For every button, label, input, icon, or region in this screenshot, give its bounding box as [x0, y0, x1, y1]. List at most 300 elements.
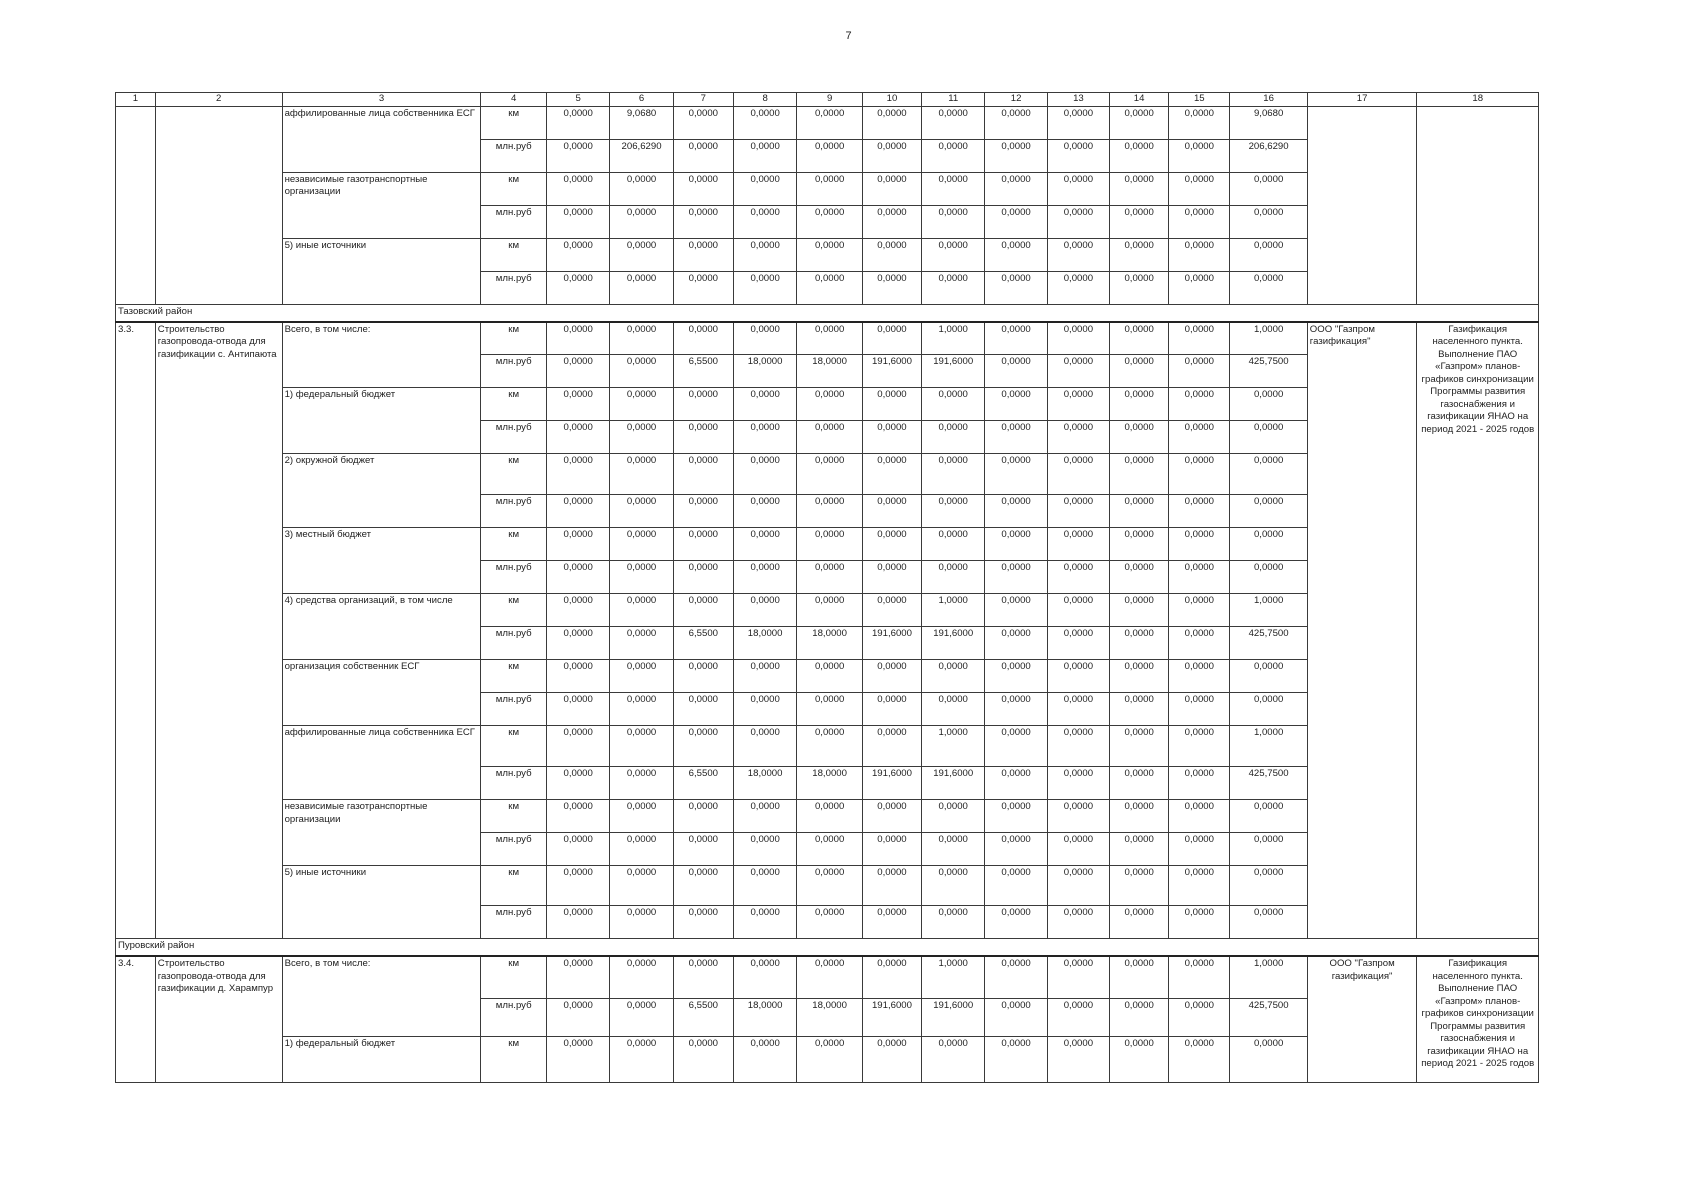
value-cell: 0,0000 — [922, 172, 985, 205]
project-number: 3.4. — [116, 956, 156, 1082]
value-cell: 18,0000 — [733, 355, 796, 388]
value-cell: 0,0000 — [985, 767, 1047, 800]
col-header: 3 — [282, 93, 481, 107]
value-cell: 0,0000 — [922, 528, 985, 561]
value-cell: 0,0000 — [1110, 528, 1169, 561]
value-cell: 0,0000 — [610, 906, 673, 939]
value-cell: 0,0000 — [1047, 800, 1109, 833]
value-cell: 0,0000 — [610, 726, 673, 767]
value-cell: 0,0000 — [1047, 956, 1109, 998]
value-cell: 0,0000 — [797, 833, 863, 866]
value-cell: 0,0000 — [1169, 627, 1230, 660]
value-cell: 0,0000 — [546, 693, 609, 726]
value-cell: 0,0000 — [862, 726, 921, 767]
value-cell: 0,0000 — [922, 693, 985, 726]
region-name: Тазовский район — [116, 304, 1539, 322]
value-cell: 0,0000 — [1047, 693, 1109, 726]
value-cell: 0,0000 — [733, 693, 796, 726]
project-name — [155, 106, 282, 304]
value-cell: 0,0000 — [985, 693, 1047, 726]
program-table — [115, 92, 1539, 1083]
value-cell: 0,0000 — [1047, 139, 1109, 172]
value-cell: 0,0000 — [922, 1036, 985, 1082]
value-cell: 0,0000 — [1047, 998, 1109, 1036]
value-cell: 0,0000 — [673, 561, 733, 594]
value-cell: 0,0000 — [797, 561, 863, 594]
value-cell: 0,0000 — [733, 388, 796, 421]
unit-cell: км — [481, 106, 547, 139]
value-cell: 0,0000 — [673, 833, 733, 866]
value-cell: 0,0000 — [673, 693, 733, 726]
executor — [1307, 106, 1417, 304]
value-cell: 0,0000 — [1047, 205, 1109, 238]
value-cell: 0,0000 — [985, 998, 1047, 1036]
unit-cell: млн.руб — [481, 627, 547, 660]
unit-cell: млн.руб — [481, 906, 547, 939]
value-cell: 18,0000 — [733, 767, 796, 800]
value-cell: 0,0000 — [673, 421, 733, 454]
value-cell: 18,0000 — [733, 998, 796, 1036]
value-cell: 0,0000 — [546, 1036, 609, 1082]
unit-cell: км — [481, 726, 547, 767]
value-cell: 0,0000 — [733, 956, 796, 998]
unit-cell: км — [481, 1036, 547, 1082]
value-cell: 0,0000 — [733, 454, 796, 495]
funding-source-label: аффилированные лица собственника ЕСГ — [282, 726, 481, 800]
note — [1417, 106, 1539, 304]
value-cell: 0,0000 — [1169, 388, 1230, 421]
value-cell: 0,0000 — [673, 726, 733, 767]
value-cell: 0,0000 — [733, 172, 796, 205]
funding-source-label: Всего, в том числе: — [282, 322, 481, 388]
value-cell: 0,0000 — [546, 767, 609, 800]
value-cell: 0,0000 — [1230, 421, 1307, 454]
value-cell: 6,5500 — [673, 627, 733, 660]
value-cell: 0,0000 — [610, 594, 673, 627]
value-cell: 0,0000 — [1169, 956, 1230, 998]
value-cell: 0,0000 — [1047, 454, 1109, 495]
value-cell: 0,0000 — [673, 322, 733, 355]
value-cell: 0,0000 — [733, 205, 796, 238]
value-cell: 0,0000 — [1110, 205, 1169, 238]
value-cell: 9,0680 — [610, 106, 673, 139]
value-cell: 0,0000 — [733, 495, 796, 528]
value-cell: 0,0000 — [546, 139, 609, 172]
funding-source-label: Всего, в том числе: — [282, 956, 481, 1036]
funding-source-label: 3) местный бюджет — [282, 528, 481, 594]
value-cell: 0,0000 — [922, 139, 985, 172]
value-cell: 0,0000 — [862, 388, 921, 421]
value-cell: 191,6000 — [862, 767, 921, 800]
col-header: 1 — [116, 93, 156, 107]
value-cell: 206,6290 — [610, 139, 673, 172]
value-cell: 0,0000 — [862, 271, 921, 304]
value-cell: 0,0000 — [797, 106, 863, 139]
value-cell: 0,0000 — [985, 172, 1047, 205]
value-cell: 0,0000 — [1169, 528, 1230, 561]
value-cell: 0,0000 — [985, 561, 1047, 594]
unit-cell: млн.руб — [481, 139, 547, 172]
value-cell: 0,0000 — [673, 139, 733, 172]
value-cell: 1,0000 — [1230, 594, 1307, 627]
value-cell: 0,0000 — [673, 594, 733, 627]
value-cell: 0,0000 — [610, 627, 673, 660]
value-cell: 0,0000 — [1047, 172, 1109, 205]
value-cell: 0,0000 — [985, 726, 1047, 767]
value-cell: 0,0000 — [673, 172, 733, 205]
value-cell: 0,0000 — [1047, 767, 1109, 800]
unit-cell: млн.руб — [481, 421, 547, 454]
value-cell: 0,0000 — [1047, 528, 1109, 561]
value-cell: 0,0000 — [1169, 139, 1230, 172]
value-cell: 0,0000 — [862, 172, 921, 205]
value-cell: 0,0000 — [985, 454, 1047, 495]
value-cell: 0,0000 — [797, 693, 863, 726]
value-cell: 0,0000 — [733, 866, 796, 906]
value-cell: 0,0000 — [733, 271, 796, 304]
value-cell: 0,0000 — [610, 271, 673, 304]
value-cell: 0,0000 — [985, 660, 1047, 693]
value-cell: 1,0000 — [922, 726, 985, 767]
col-header: 16 — [1230, 93, 1307, 107]
value-cell: 0,0000 — [1110, 561, 1169, 594]
unit-cell: км — [481, 956, 547, 998]
col-header: 10 — [862, 93, 921, 107]
value-cell: 0,0000 — [922, 271, 985, 304]
value-cell: 18,0000 — [733, 627, 796, 660]
value-cell: 1,0000 — [922, 956, 985, 998]
col-header: 17 — [1307, 93, 1417, 107]
value-cell: 0,0000 — [1110, 627, 1169, 660]
value-cell: 0,0000 — [733, 238, 796, 271]
value-cell: 0,0000 — [1110, 106, 1169, 139]
value-cell: 0,0000 — [797, 800, 863, 833]
value-cell: 18,0000 — [797, 627, 863, 660]
value-cell: 0,0000 — [673, 906, 733, 939]
unit-cell: км — [481, 322, 547, 355]
value-cell: 0,0000 — [985, 866, 1047, 906]
value-cell: 0,0000 — [985, 238, 1047, 271]
value-cell: 18,0000 — [797, 355, 863, 388]
value-cell: 0,0000 — [797, 1036, 863, 1082]
value-cell: 0,0000 — [1169, 454, 1230, 495]
funding-source-label: 2) окружной бюджет — [282, 454, 481, 528]
value-cell: 0,0000 — [546, 660, 609, 693]
value-cell: 6,5500 — [673, 998, 733, 1036]
region-row — [116, 304, 1539, 322]
value-cell: 0,0000 — [673, 660, 733, 693]
unit-cell: млн.руб — [481, 205, 547, 238]
value-cell: 0,0000 — [610, 866, 673, 906]
value-cell: 0,0000 — [797, 906, 863, 939]
col-header: 18 — [1417, 93, 1539, 107]
region-name: Пуровский район — [116, 939, 1539, 957]
value-cell: 0,0000 — [862, 528, 921, 561]
value-cell: 0,0000 — [922, 421, 985, 454]
value-cell: 0,0000 — [985, 388, 1047, 421]
value-cell: 0,0000 — [1110, 800, 1169, 833]
value-cell: 0,0000 — [1169, 660, 1230, 693]
value-cell: 0,0000 — [797, 454, 863, 495]
project-number — [116, 106, 156, 304]
value-cell: 0,0000 — [546, 627, 609, 660]
value-cell: 191,6000 — [922, 627, 985, 660]
value-cell: 0,0000 — [797, 421, 863, 454]
value-cell: 0,0000 — [985, 355, 1047, 388]
value-cell: 0,0000 — [922, 205, 985, 238]
unit-cell: км — [481, 528, 547, 561]
value-cell: 0,0000 — [610, 998, 673, 1036]
value-cell: 0,0000 — [1110, 388, 1169, 421]
value-cell: 0,0000 — [1169, 495, 1230, 528]
value-cell: 0,0000 — [985, 956, 1047, 998]
value-cell: 0,0000 — [673, 866, 733, 906]
value-cell: 0,0000 — [797, 660, 863, 693]
value-cell: 0,0000 — [610, 421, 673, 454]
value-cell: 0,0000 — [610, 800, 673, 833]
value-cell: 0,0000 — [922, 388, 985, 421]
unit-cell: млн.руб — [481, 561, 547, 594]
value-cell: 0,0000 — [733, 1036, 796, 1082]
value-cell: 0,0000 — [1047, 594, 1109, 627]
value-cell: 0,0000 — [1230, 1036, 1307, 1082]
value-cell: 0,0000 — [1110, 1036, 1169, 1082]
value-cell: 0,0000 — [1169, 866, 1230, 906]
note: Газификация населенного пункта. Выполнение ПАО «Газпром» планов-графиков синхронизации Программы развития газоснабжения и газификации ЯНАО на период 2021 - 2025 годов — [1417, 956, 1539, 1082]
value-cell: 0,0000 — [1047, 421, 1109, 454]
col-header: 2 — [155, 93, 282, 107]
value-cell: 0,0000 — [797, 238, 863, 271]
value-cell: 0,0000 — [733, 106, 796, 139]
value-cell: 0,0000 — [1047, 495, 1109, 528]
value-cell: 425,7500 — [1230, 627, 1307, 660]
value-cell: 0,0000 — [673, 271, 733, 304]
value-cell: 0,0000 — [1110, 594, 1169, 627]
unit-cell: км — [481, 660, 547, 693]
value-cell: 0,0000 — [673, 238, 733, 271]
value-cell: 0,0000 — [1169, 726, 1230, 767]
value-cell: 0,0000 — [797, 495, 863, 528]
value-cell: 0,0000 — [1047, 906, 1109, 939]
value-cell: 0,0000 — [546, 528, 609, 561]
value-cell: 0,0000 — [985, 322, 1047, 355]
value-cell: 0,0000 — [862, 139, 921, 172]
unit-cell: км — [481, 388, 547, 421]
value-cell: 0,0000 — [797, 271, 863, 304]
value-cell: 0,0000 — [733, 528, 796, 561]
value-cell: 0,0000 — [922, 495, 985, 528]
value-cell: 0,0000 — [610, 660, 673, 693]
value-cell: 0,0000 — [546, 355, 609, 388]
value-cell: 0,0000 — [673, 454, 733, 495]
value-cell: 0,0000 — [1230, 906, 1307, 939]
value-cell: 0,0000 — [862, 866, 921, 906]
funding-source-label: аффилированные лица собственника ЕСГ — [282, 106, 481, 172]
value-cell: 0,0000 — [1047, 388, 1109, 421]
value-cell: 0,0000 — [610, 561, 673, 594]
unit-cell: км — [481, 866, 547, 906]
value-cell: 0,0000 — [610, 528, 673, 561]
value-cell: 0,0000 — [610, 833, 673, 866]
value-cell: 1,0000 — [922, 594, 985, 627]
value-cell: 0,0000 — [1230, 454, 1307, 495]
value-cell: 0,0000 — [1169, 998, 1230, 1036]
unit-cell: млн.руб — [481, 271, 547, 304]
executor: ООО "Газпром газификация" — [1307, 956, 1417, 1082]
note: Газификация населенного пункта. Выполнение ПАО «Газпром» планов-графиков синхронизации Программы развития газоснабжения и газификации ЯНАО на период 2021 - 2025 годов — [1417, 322, 1539, 939]
value-cell: 0,0000 — [733, 421, 796, 454]
value-cell: 0,0000 — [1169, 594, 1230, 627]
value-cell: 0,0000 — [1169, 767, 1230, 800]
funding-source-label: независимые газотранспортные организации — [282, 800, 481, 866]
value-cell: 425,7500 — [1230, 767, 1307, 800]
col-header: 4 — [481, 93, 547, 107]
value-cell: 0,0000 — [546, 421, 609, 454]
value-cell: 0,0000 — [610, 767, 673, 800]
value-cell: 0,0000 — [797, 956, 863, 998]
value-cell: 0,0000 — [546, 271, 609, 304]
value-cell: 0,0000 — [673, 495, 733, 528]
value-cell: 0,0000 — [673, 388, 733, 421]
value-cell: 0,0000 — [673, 205, 733, 238]
value-cell: 0,0000 — [985, 1036, 1047, 1082]
value-cell: 0,0000 — [546, 906, 609, 939]
value-cell: 0,0000 — [546, 594, 609, 627]
executor: ООО "Газпром газификация" — [1307, 322, 1417, 939]
unit-cell: км — [481, 800, 547, 833]
value-cell: 0,0000 — [546, 956, 609, 998]
value-cell: 0,0000 — [922, 833, 985, 866]
col-header: 14 — [1110, 93, 1169, 107]
value-cell: 0,0000 — [1230, 833, 1307, 866]
value-cell: 0,0000 — [862, 1036, 921, 1082]
value-cell: 0,0000 — [1110, 693, 1169, 726]
value-cell: 1,0000 — [1230, 726, 1307, 767]
value-cell: 0,0000 — [862, 205, 921, 238]
value-cell: 0,0000 — [733, 833, 796, 866]
value-cell: 0,0000 — [673, 956, 733, 998]
unit-cell: км — [481, 594, 547, 627]
funding-source-label: организация собственник ЕСГ — [282, 660, 481, 726]
value-cell: 0,0000 — [610, 1036, 673, 1082]
value-cell: 0,0000 — [922, 660, 985, 693]
value-cell: 0,0000 — [546, 106, 609, 139]
value-cell: 0,0000 — [546, 495, 609, 528]
funding-source-label: 1) федеральный бюджет — [282, 1036, 481, 1082]
value-cell: 0,0000 — [922, 906, 985, 939]
value-cell: 0,0000 — [922, 238, 985, 271]
value-cell: 0,0000 — [862, 693, 921, 726]
value-cell: 0,0000 — [1047, 866, 1109, 906]
value-cell: 0,0000 — [797, 594, 863, 627]
col-header: 6 — [610, 93, 673, 107]
value-cell: 0,0000 — [985, 271, 1047, 304]
value-cell: 0,0000 — [546, 172, 609, 205]
value-cell: 0,0000 — [1230, 693, 1307, 726]
project-name: Строительство газопровода-отвода для газификации д. Харампур — [155, 956, 282, 1082]
value-cell: 0,0000 — [1110, 454, 1169, 495]
col-header: 11 — [922, 93, 985, 107]
value-cell: 0,0000 — [733, 800, 796, 833]
value-cell: 0,0000 — [610, 238, 673, 271]
value-cell: 191,6000 — [922, 998, 985, 1036]
value-cell: 0,0000 — [1169, 322, 1230, 355]
value-cell: 0,0000 — [862, 454, 921, 495]
project-number: 3.3. — [116, 322, 156, 939]
value-cell: 0,0000 — [985, 205, 1047, 238]
value-cell: 0,0000 — [1230, 528, 1307, 561]
value-cell: 0,0000 — [1230, 866, 1307, 906]
value-cell: 0,0000 — [1110, 866, 1169, 906]
value-cell: 0,0000 — [1110, 660, 1169, 693]
value-cell: 0,0000 — [733, 139, 796, 172]
value-cell: 0,0000 — [862, 238, 921, 271]
value-cell: 0,0000 — [1230, 205, 1307, 238]
col-header: 9 — [797, 93, 863, 107]
value-cell: 0,0000 — [546, 388, 609, 421]
unit-cell: млн.руб — [481, 833, 547, 866]
value-cell: 0,0000 — [797, 139, 863, 172]
value-cell: 0,0000 — [1230, 561, 1307, 594]
value-cell: 0,0000 — [546, 238, 609, 271]
value-cell: 0,0000 — [546, 454, 609, 495]
value-cell: 0,0000 — [1169, 693, 1230, 726]
value-cell: 0,0000 — [610, 495, 673, 528]
value-cell: 0,0000 — [1110, 767, 1169, 800]
value-cell: 0,0000 — [610, 172, 673, 205]
unit-cell: млн.руб — [481, 355, 547, 388]
value-cell: 0,0000 — [1169, 238, 1230, 271]
value-cell: 0,0000 — [733, 726, 796, 767]
value-cell: 0,0000 — [985, 495, 1047, 528]
km-row — [116, 106, 1539, 139]
funding-source-label: 4) средства организаций, в том числе — [282, 594, 481, 660]
value-cell: 0,0000 — [733, 561, 796, 594]
unit-cell: км — [481, 172, 547, 205]
value-cell: 0,0000 — [1169, 355, 1230, 388]
value-cell: 0,0000 — [1047, 561, 1109, 594]
value-cell: 0,0000 — [1110, 906, 1169, 939]
value-cell: 0,0000 — [1230, 271, 1307, 304]
value-cell: 0,0000 — [1230, 495, 1307, 528]
value-cell: 0,0000 — [862, 833, 921, 866]
value-cell: 0,0000 — [862, 322, 921, 355]
value-cell: 0,0000 — [1230, 388, 1307, 421]
value-cell: 0,0000 — [546, 998, 609, 1036]
value-cell: 0,0000 — [862, 660, 921, 693]
funding-source-label: 5) иные источники — [282, 866, 481, 939]
value-cell: 191,6000 — [922, 355, 985, 388]
value-cell: 0,0000 — [1047, 322, 1109, 355]
col-header: 12 — [985, 93, 1047, 107]
value-cell: 0,0000 — [673, 528, 733, 561]
value-cell: 0,0000 — [1110, 322, 1169, 355]
value-cell: 0,0000 — [1169, 561, 1230, 594]
value-cell: 0,0000 — [610, 355, 673, 388]
value-cell: 0,0000 — [1110, 998, 1169, 1036]
value-cell: 0,0000 — [1169, 906, 1230, 939]
value-cell: 0,0000 — [1230, 660, 1307, 693]
value-cell: 191,6000 — [862, 998, 921, 1036]
value-cell: 191,6000 — [922, 767, 985, 800]
value-cell: 0,0000 — [797, 172, 863, 205]
value-cell: 0,0000 — [1047, 271, 1109, 304]
value-cell: 0,0000 — [546, 726, 609, 767]
region-row — [116, 939, 1539, 957]
value-cell: 0,0000 — [862, 906, 921, 939]
value-cell: 0,0000 — [1110, 726, 1169, 767]
value-cell: 0,0000 — [1110, 421, 1169, 454]
